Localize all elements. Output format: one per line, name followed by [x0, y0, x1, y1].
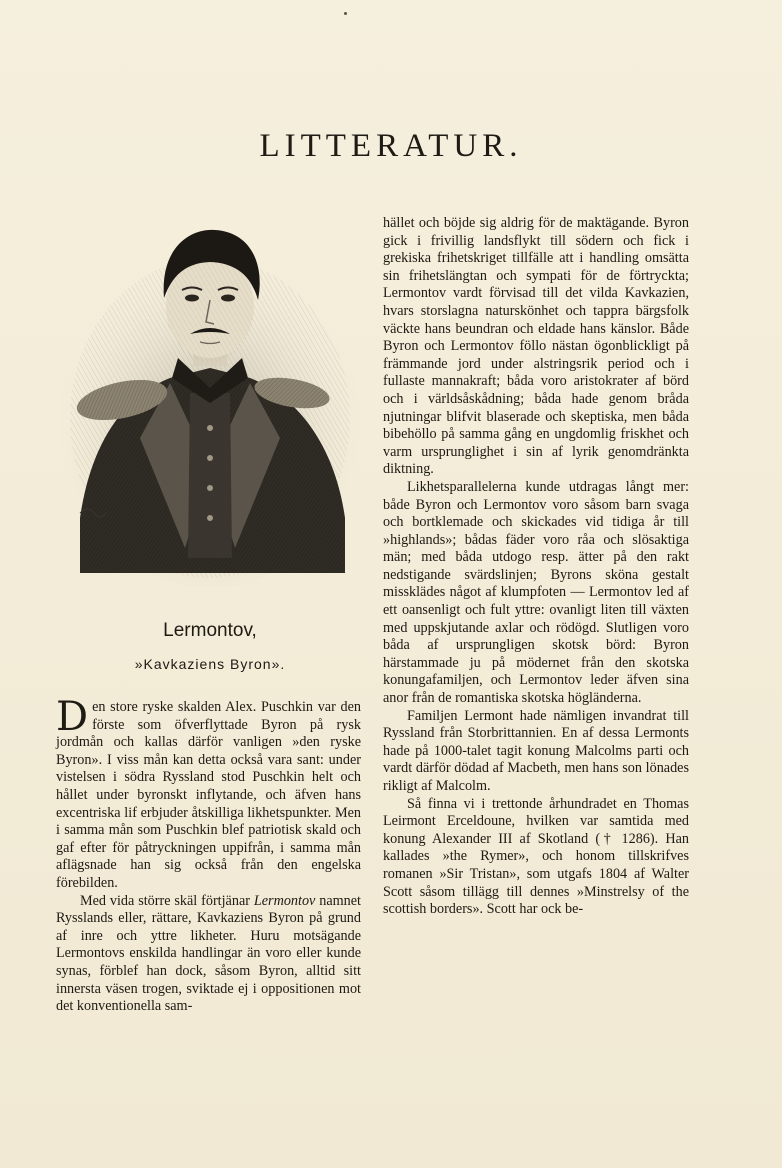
portrait-engraving — [60, 218, 360, 586]
right-column — [383, 215, 689, 919]
paragraph: Likhetsparallelerna kunde utdragas långt mer: både Byron och Lermontov voro såsom barn svaga och bortklemade och skickades vid tidiga år till »highlands»; bådas fäder voro råa och slösaktiga män; med båda utdogo resp. ätter på den rakt nedstigande svärdslinjen; Byrons sköna gestalt missklädes något af klumpfoten — Lermontov led af ett oansenligt och fult yttre: ovanligt liten till växten med uppskjutande axlar och rödögd. Slutligen voro båda af ursprungligen skotsk börd: Byron härstammade ju på mödernet från den skotska konungafamiljen, och Lermontov leder äfven sina anor från de romantiska skotska högländerna. — [383, 478, 689, 707]
paragraph: hället och böjde sig aldrig för de maktägande. Byron gick i frivillig landsflykt till södern och fick i grekiska frihetskriget tillfälle att i handling omsätta sin frihetslängtan och sympati för de förtryckta; Lermontov vardt förvisad till det vilda Kavkazien, hvars storslagna naturskönhet och tappra bärgsfolk väckte hans beundran och eldade hans känslor. Både Byron och Lermontov föllo nästan ögonblickligt på främmande jord under alstringsrik period och i fullaste mannakraft; båda voro aristokrater af börd och i världsåskådning; båda hade genom bråda njutningar blifvit blaserade och skeptiska, men båda bibehöllo på samma gång en ungdomlig friskhet och varm ursprunglighet i sin af lyrik genomdränkta diktning. — [383, 215, 689, 478]
emphasis-name: Lermontov — [253, 892, 316, 909]
paragraph-text: namnet Rysslands eller, rättare, Kavkaziens Byron på grund af inre och yttre likheter. Huru motsägande Lermontovs enskilda handlingar än voro eller kunde synas, förblef han dock, såsom Byron, alltid sitt innersta väsen trogen, sviktade ej i oppositionen mot det konventionella sam- — [56, 892, 361, 1015]
paragraph-text: Med vida större skäl förtjänar — [80, 892, 254, 909]
portrait-caption-name: Lermontov, — [163, 620, 257, 641]
paragraph: Så finna vi i trettonde århundradet en Thomas Leirmont Erceldoune, hvilken var samtida med konung Alexander III af Skotland († 1286). Han kallades »the Rymer», och honom tillskrifves romanen »Sir Tristan», som utgafs 1804 af Walter Scott såsom tillägg till dennes »Minstrelsy of the scottish borders». Scott har ock be- — [383, 795, 689, 918]
paragraph-text: en store ryske skalden Alex. Puschkin var den förste som öfverflyttade Byron på rysk jordmån och kallas därför vanligen »den ryske Byron». I viss mån kan detta också vara sant: under vistelsen i södra Ryssland stod Puschkin helt och hållet under byronskt inflytande, och äfven hans excentriska lif erbjuder åtskilliga likhetspunkter. Men i samma mån som Puschkin blef patriotisk skald och gaf efter för påtryckningen uppifrån, i samma mån aflägsnade han sig också från den engelska förebilden. — [56, 699, 361, 891]
paragraph — [56, 694, 361, 893]
portrait-caption-subtitle: »Kavkaziens Byron». — [134, 656, 286, 672]
page-title: LITTERATUR. — [259, 128, 523, 164]
left-column — [56, 694, 361, 1016]
drop-cap: D — [56, 694, 89, 740]
paragraph: Familjen Lermont hade nämligen invandrat till Ryssland från Storbrittannien. En af dessa Lermonts hade på 1000-talet tagit konung Malcolms parti och vardt därför dödad af Macbeth, men hans son lönades rikligt af Malcolm. — [383, 707, 689, 794]
portrait-illustration — [60, 218, 360, 586]
ink-dot — [344, 12, 347, 15]
paragraph — [56, 893, 361, 1016]
